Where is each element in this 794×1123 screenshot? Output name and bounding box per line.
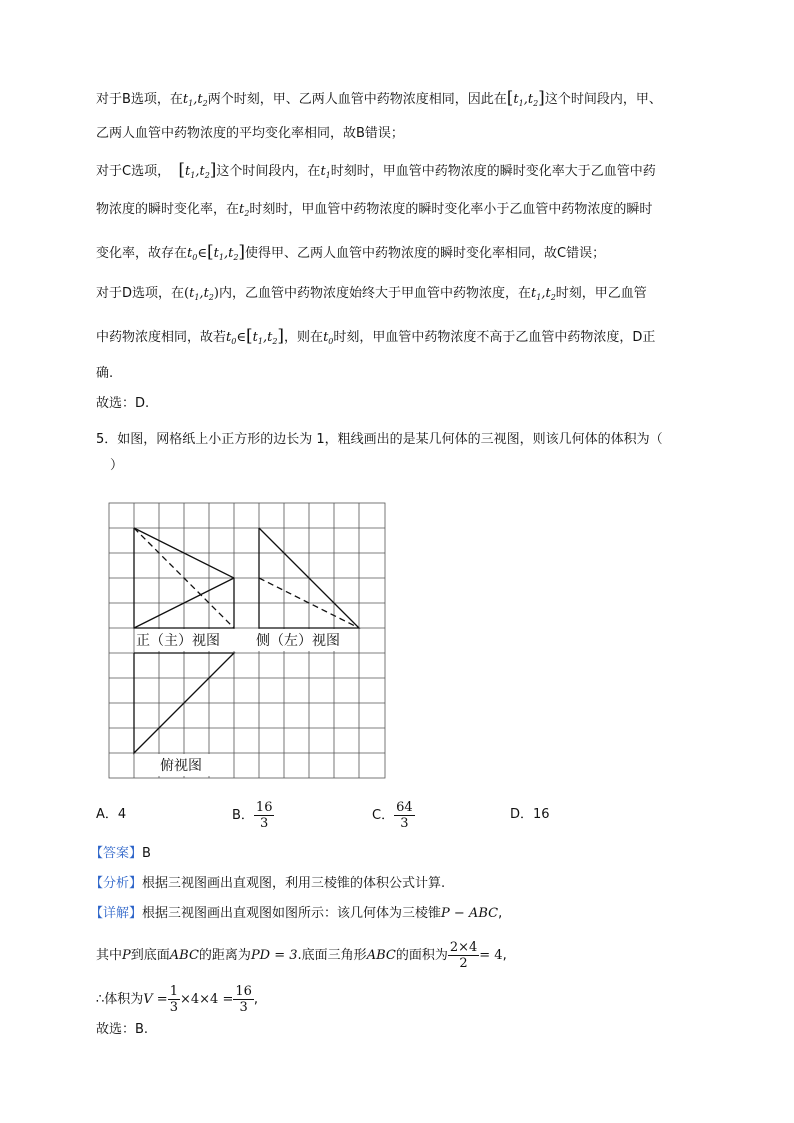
detail-line1: 【详解】根据三视图画出直观图如图所示：该几何体为三棱锥P − ABC,: [90, 906, 503, 921]
answer-line: 【答案】B: [90, 846, 151, 861]
math-interval: [: [506, 88, 514, 108]
detail-final: 故选：B.: [96, 1022, 149, 1037]
question-5-line1: 5．如图，网格纸上小正方形的边长为 1，粗线画出的是某几何体的三视图，则该几何体的体积为（: [96, 432, 663, 447]
question-5-line2: ）: [110, 458, 124, 473]
option-a: A．4: [96, 807, 127, 822]
paragraph-c-line3: 变化率，故存在$t_0\in[t_1,t_2]$使得甲、乙两人血管中药物浓度的瞬时变化率相同，故C错误；: [96, 242, 606, 262]
analysis-line: 【分析】根据三视图画出直观图，利用三棱锥的体积公式计算.: [90, 876, 446, 891]
paragraph-d-line2: 中药物浓度相同，故若$t_0\in[t_1,t_2]$，则在$t_0$时刻，甲血管中药物浓度不高于乙血管中药物浓度，D正: [96, 326, 656, 346]
math-t1-t2: $t_1,t_2$: [182, 92, 208, 108]
paragraph-b-line1: 对于B选项，在$t_1,t_2$两个时刻，甲、乙两人血管中药物浓度相同，因此在$[t_1,t_2]$这个时间段内，甲、: [96, 88, 662, 108]
three-view-figure: [108, 500, 388, 780]
option-c: C． $\frac{64}{3}$: [372, 800, 413, 831]
paragraph-d-line3: 确.: [96, 366, 114, 381]
paragraph-d-line1: 对于D选项，在$(t_1,t_2)$内，乙血管中药物浓度始终大于甲血管中药物浓度，在$t_1,t_2$时刻，甲乙血管: [96, 286, 647, 302]
previous-answer: 故选：D.: [96, 396, 150, 411]
paragraph-c-line1: 对于C选项， $[t_1,t_2]$这个时间段内，在$t_1$时刻时，甲血管中药物浓度的瞬时变化率大于乙血管中药: [96, 160, 656, 180]
paragraph-b-line2: 乙两人血管中药物浓度的平均变化率相同，故B错误；: [96, 126, 404, 141]
top-view-label: 俯视图: [160, 758, 202, 774]
detail-line2: 其中P到底面ABC的距离为PD = 3.底面三角形ABC的面积为 $\frac{2\times 4}{2}$ = 4,: [96, 940, 507, 971]
option-d: D．16: [510, 807, 550, 822]
front-view-label: 正（主）视图: [136, 633, 220, 649]
option-b: B． $\frac{16}{3}$: [232, 800, 273, 831]
detail-line3: ∴体积为V = $\frac{1}{3}$ ×4×4 = $\frac{16}{3}$ ,: [96, 984, 259, 1015]
side-view-label: 侧（左）视图: [256, 633, 340, 649]
paragraph-c-line2: 物浓度的瞬时变化率，在$t_2$时刻时，甲血管中药物浓度的瞬时变化率小于乙血管中药物浓度的瞬时: [96, 202, 653, 218]
